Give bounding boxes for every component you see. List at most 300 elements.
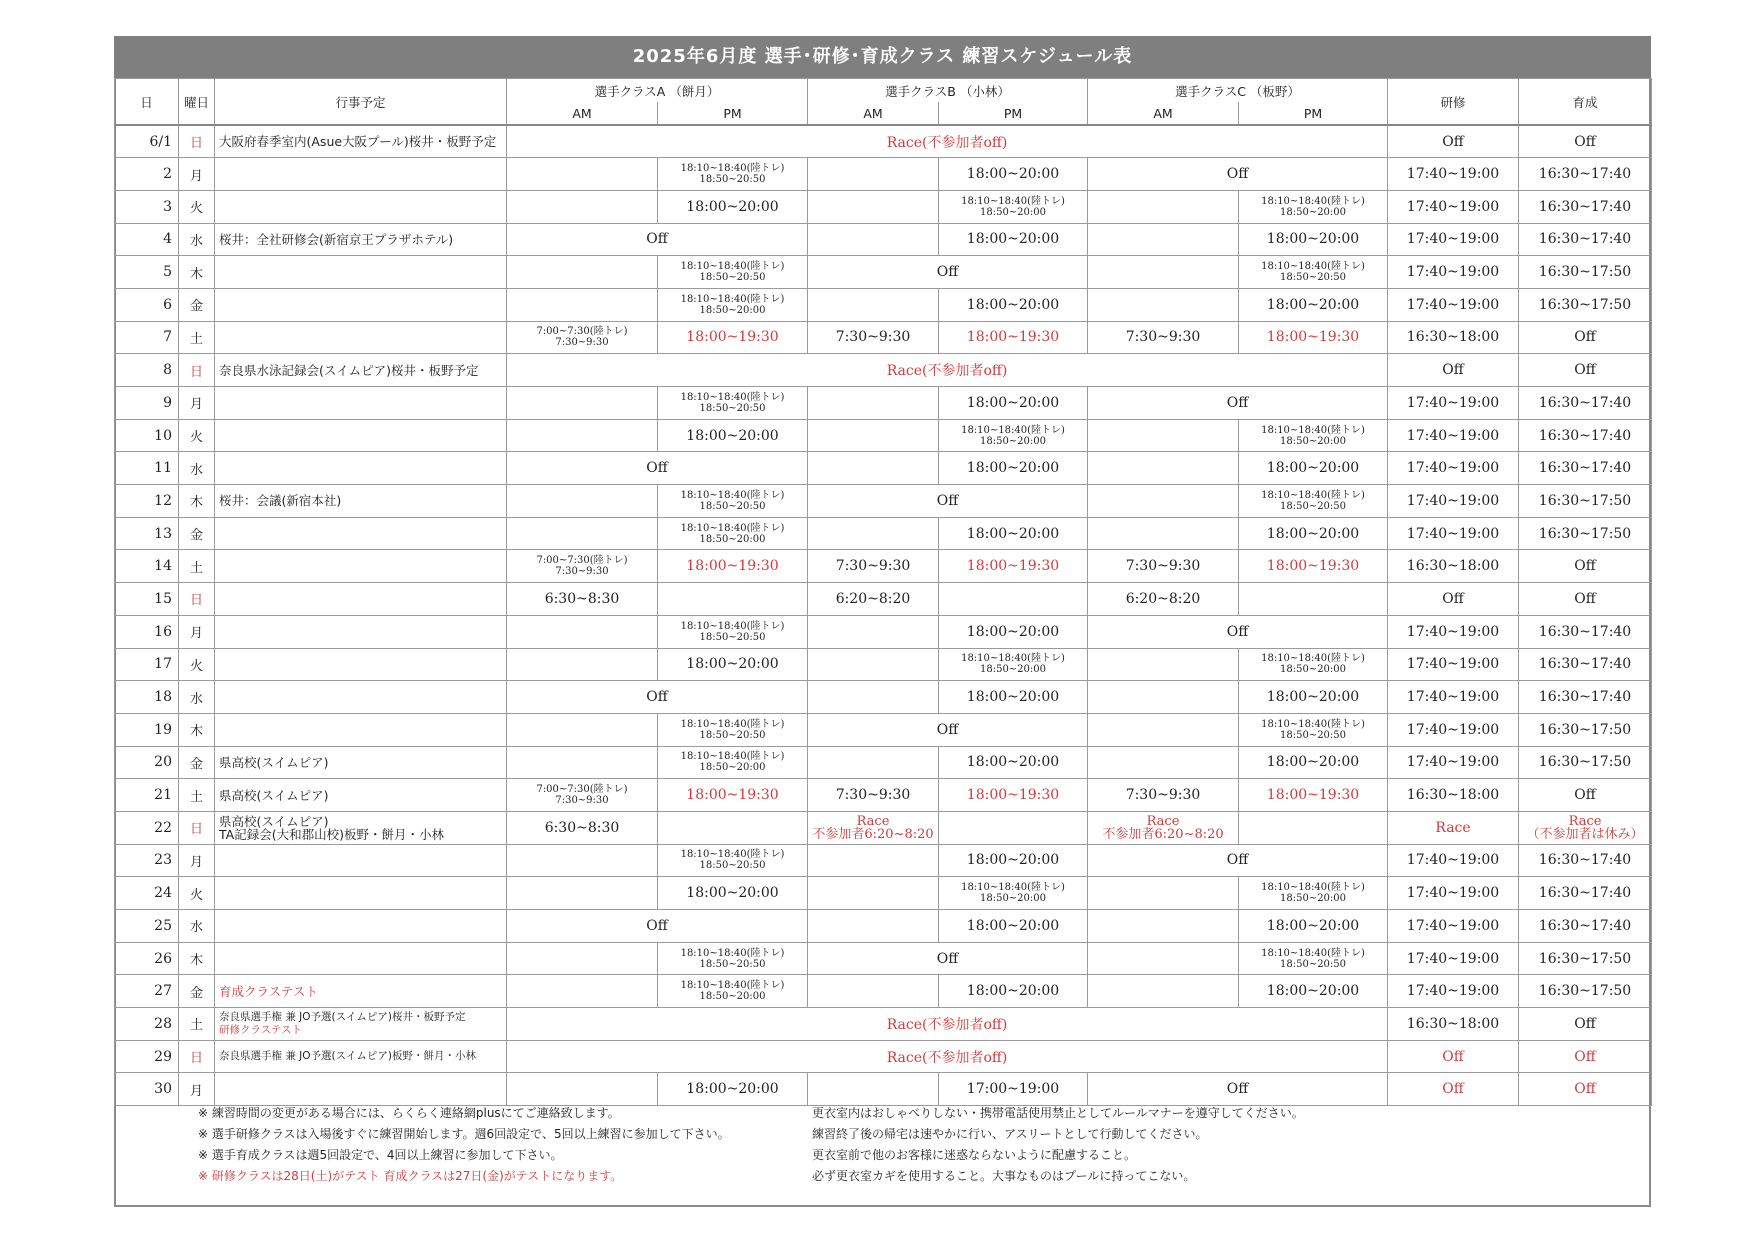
weekday-cell: 金 (179, 288, 215, 321)
event-cell (215, 681, 507, 714)
header-day: 日 (115, 79, 179, 126)
class-a-pm-cell (658, 844, 808, 877)
event-cell (215, 321, 507, 354)
time-line: 18:10~18:40(陸トレ) (680, 849, 785, 861)
class-b-am-cell: 6:20~8:20 (808, 583, 939, 616)
class-a-am-cell (507, 844, 658, 877)
ikusei-cell: 16:30~17:50 (1519, 713, 1652, 746)
time-line: 18:10~18:40(陸トレ) (1261, 653, 1365, 665)
ikusei-cell: 16:30~17:50 (1519, 942, 1652, 975)
time-line: 18:50~20:50 (699, 631, 766, 643)
class-b-am-cell (808, 1073, 939, 1106)
weekday-cell: 水 (179, 223, 215, 256)
kenshu-cell: 17:40~19:00 (1388, 942, 1519, 975)
ikusei-cell (1519, 811, 1652, 844)
ikusei-cell: 16:30~17:50 (1519, 975, 1652, 1008)
event-line: 県高校(スイムピア) (219, 813, 329, 829)
ikusei-cell: Off (1519, 583, 1652, 616)
class-b-pm-cell: 18:00~20:00 (939, 223, 1088, 256)
weekday-cell: 日 (179, 125, 215, 158)
day-cell: 13 (115, 517, 179, 550)
class-b-pm-cell: 17:00~19:00 (939, 1073, 1088, 1106)
class-b-am-cell: 7:30~9:30 (808, 779, 939, 812)
event-cell (215, 1040, 507, 1073)
ikusei-cell: Off (1519, 1008, 1652, 1041)
class-b-am-cell (808, 517, 939, 550)
class-b-pm-cell (939, 811, 1088, 844)
event-cell (215, 877, 507, 910)
day-cell: 11 (115, 452, 179, 485)
day-cell: 15 (115, 583, 179, 616)
class-a-off-cell: Off (507, 452, 808, 485)
time-line: 18:50~20:50 (699, 729, 766, 741)
header-a-am: AM (507, 102, 658, 125)
class-b-pm-cell: 18:00~20:00 (939, 387, 1088, 420)
class-b-am-cell: 7:30~9:30 (808, 550, 939, 583)
ikusei-cell: 16:30~17:40 (1519, 190, 1652, 223)
schedule-row (115, 354, 1652, 387)
ikusei-cell: 16:30~17:40 (1519, 452, 1652, 485)
time-line: 18:50~20:00 (699, 304, 766, 316)
kenshu-cell: Race (1388, 811, 1519, 844)
ikusei-cell: 16:30~17:40 (1519, 648, 1652, 681)
class-c-off-cell: Off (1088, 615, 1388, 648)
ikusei-cell: 16:30~17:50 (1519, 288, 1652, 321)
schedule-row (115, 1040, 1652, 1073)
event-cell (215, 223, 507, 256)
time-line: 18:10~18:40(陸トレ) (961, 882, 1065, 894)
class-b-am-cell: 7:30~9:30 (808, 321, 939, 354)
class-b-am-cell (808, 158, 939, 191)
kenshu-cell: 17:40~19:00 (1388, 648, 1519, 681)
kenshu-cell: 17:40~19:00 (1388, 877, 1519, 910)
day-cell: 23 (115, 844, 179, 877)
class-b-pm-cell (939, 190, 1088, 223)
day-cell: 27 (115, 975, 179, 1008)
header-ikusei: 育成 (1519, 79, 1652, 126)
schedule-row (115, 125, 1652, 158)
class-c-off-cell: Off (1088, 158, 1388, 191)
class-b-am-cell (808, 746, 939, 779)
weekday-cell: 木 (179, 713, 215, 746)
class-b-am-cell (808, 419, 939, 452)
class-c-off-cell: Off (1088, 844, 1388, 877)
class-a-pm-cell: 18:00~19:30 (658, 779, 808, 812)
schedule-row (115, 681, 1652, 714)
day-cell: 14 (115, 550, 179, 583)
class-b-am-cell (808, 681, 939, 714)
schedule-row (115, 615, 1652, 648)
time-line: 18:50~20:00 (1280, 206, 1347, 218)
ikusei-cell: Off (1519, 1040, 1652, 1073)
class-b-am-cell (808, 190, 939, 223)
ikusei-cell: 16:30~17:40 (1519, 681, 1652, 714)
schedule-row (115, 1008, 1652, 1041)
class-b-am-cell (808, 811, 939, 844)
header-kenshu: 研修 (1388, 79, 1519, 126)
class-c-pm-cell (1239, 648, 1388, 681)
class-b-pm-cell: 18:00~20:00 (939, 288, 1088, 321)
event-line: TA記録会(大和郡山校)板野・餅月・小林 (219, 826, 444, 842)
class-b-am-cell (808, 288, 939, 321)
class-a-am-cell: 6:30~8:30 (507, 583, 658, 616)
class-a-am-cell (507, 713, 658, 746)
event-cell (215, 550, 507, 583)
event-cell (215, 485, 507, 518)
day-cell: 6/1 (115, 125, 179, 158)
time-line: 18:50~20:00 (979, 893, 1046, 905)
time-line: 18:50~20:50 (699, 860, 766, 872)
kenshu-cell: 17:40~19:00 (1388, 910, 1519, 943)
class-c-pm-cell (1239, 190, 1388, 223)
class-a-pm-cell (658, 942, 808, 975)
time-line: 18:10~18:40(陸トレ) (680, 620, 785, 632)
weekday-cell: 日 (179, 811, 215, 844)
kenshu-cell: 17:40~19:00 (1388, 256, 1519, 289)
ikusei-cell: Off (1519, 779, 1652, 812)
class-b-am-cell (808, 452, 939, 485)
class-a-pm-cell: 18:00~20:00 (658, 877, 808, 910)
class-a-am-cell (507, 419, 658, 452)
notes-area (114, 1102, 1651, 1206)
race-span-cell: Race(不参加者off) (507, 354, 1388, 387)
class-c-pm-cell (1239, 713, 1388, 746)
class-a-am-cell (507, 877, 658, 910)
event-cell (215, 942, 507, 975)
event-cell (215, 288, 507, 321)
class-b-pm-cell: 18:00~20:00 (939, 975, 1088, 1008)
event-cell (215, 713, 507, 746)
day-cell: 3 (115, 190, 179, 223)
weekday-cell: 金 (179, 975, 215, 1008)
class-b-off-cell: Off (808, 485, 1088, 518)
kenshu-cell: 17:40~19:00 (1388, 387, 1519, 420)
ikusei-cell: 16:30~17:40 (1519, 387, 1652, 420)
schedule-row (115, 746, 1652, 779)
header-c-pm: PM (1239, 102, 1388, 125)
time-line: Race (856, 813, 890, 829)
class-c-pm-cell: 18:00~20:00 (1239, 910, 1388, 943)
class-c-pm-cell: 18:00~20:00 (1239, 223, 1388, 256)
class-c-pm-cell (1239, 583, 1388, 616)
day-cell: 26 (115, 942, 179, 975)
day-cell: 9 (115, 387, 179, 420)
time-line: 18:50~20:00 (1280, 664, 1347, 676)
weekday-cell: 月 (179, 1073, 215, 1106)
class-a-am-cell (507, 779, 658, 812)
class-a-pm-cell (658, 746, 808, 779)
class-a-pm-cell: 18:00~19:30 (658, 321, 808, 354)
kenshu-cell: 16:30~18:00 (1388, 321, 1519, 354)
kenshu-cell: 17:40~19:00 (1388, 419, 1519, 452)
race-span-cell: Race(不参加者off) (507, 125, 1388, 158)
class-b-off-cell: Off (808, 713, 1088, 746)
weekday-cell: 水 (179, 910, 215, 943)
ikusei-cell: 16:30~17:50 (1519, 517, 1652, 550)
header-c-am: AM (1088, 102, 1239, 125)
class-c-pm-cell: 18:00~20:00 (1239, 452, 1388, 485)
note-left-2: ※ 選手研修クラスは入場後すぐに練習開始します。週6回設定で、5回以上練習に参加して下さい。 (198, 1127, 730, 1141)
class-a-am-cell (507, 648, 658, 681)
event-cell (215, 779, 507, 812)
class-c-am-cell (1088, 681, 1239, 714)
event-cell (215, 811, 507, 844)
header-events: 行事予定 (215, 79, 507, 126)
ikusei-cell: 16:30~17:40 (1519, 223, 1652, 256)
weekday-cell: 月 (179, 387, 215, 420)
event-line: 育成クラステスト (219, 983, 318, 999)
time-line: 7:30~9:30 (555, 337, 609, 349)
class-b-pm-cell (939, 583, 1088, 616)
header-class-a: 選手クラスA （餅月） (507, 79, 808, 103)
weekday-cell: 木 (179, 256, 215, 289)
kenshu-cell: 17:40~19:00 (1388, 975, 1519, 1008)
weekday-cell: 金 (179, 517, 215, 550)
kenshu-cell: Off (1388, 125, 1519, 158)
weekday-cell: 土 (179, 779, 215, 812)
class-a-pm-cell: 18:00~20:00 (658, 190, 808, 223)
class-a-pm-cell (658, 583, 808, 616)
header-weekday: 曜日 (179, 79, 215, 126)
class-a-am-cell (507, 1073, 658, 1106)
time-line: 7:00~7:30(陸トレ) (536, 555, 628, 567)
note-left-1: ※ 練習時間の変更がある場合には、らくらく連絡網plusにてご連絡致します。 (198, 1106, 620, 1120)
page-title: 2025年6月度 選手･研修･育成クラス 練習スケジュール表 (114, 36, 1651, 78)
class-c-am-cell: 6:20~8:20 (1088, 583, 1239, 616)
class-c-pm-cell (1239, 877, 1388, 910)
schedule-row (115, 877, 1652, 910)
day-cell: 20 (115, 746, 179, 779)
schedule-table (114, 78, 1652, 1106)
weekday-cell: 火 (179, 877, 215, 910)
event-cell (215, 158, 507, 191)
header-class-c: 選手クラスC （板野） (1088, 79, 1388, 103)
day-cell: 24 (115, 877, 179, 910)
header-class-b: 選手クラスB （小林） (808, 79, 1088, 103)
class-a-am-cell (507, 387, 658, 420)
note-right-3: 更衣室前で他のお客様に迷惑ならないように配慮すること。 (812, 1148, 1137, 1162)
event-line: 奈良県選手権 兼 JO予選(スイムピア)桜井・板野予定 (219, 1010, 466, 1023)
class-c-pm-cell: 18:00~20:00 (1239, 681, 1388, 714)
time-line: 18:50~20:50 (1280, 500, 1347, 512)
weekday-cell: 水 (179, 681, 215, 714)
kenshu-cell: 17:40~19:00 (1388, 485, 1519, 518)
day-cell: 17 (115, 648, 179, 681)
schedule-row (115, 713, 1652, 746)
schedule-row (115, 288, 1652, 321)
class-c-am-cell (1088, 713, 1239, 746)
ikusei-cell: 16:30~17:50 (1519, 256, 1652, 289)
class-a-am-cell (507, 942, 658, 975)
schedule-row (115, 517, 1652, 550)
class-b-off-cell: Off (808, 942, 1088, 975)
schedule-row (115, 811, 1652, 844)
event-cell (215, 125, 507, 158)
ikusei-cell: 16:30~17:40 (1519, 910, 1652, 943)
class-a-pm-cell (658, 387, 808, 420)
time-line: Race (1568, 813, 1602, 829)
class-b-pm-cell (939, 877, 1088, 910)
time-line: 18:50~20:00 (979, 206, 1046, 218)
event-line: 奈良県選手権 兼 JO予選(スイムピア)板野・餅月・小林 (219, 1050, 477, 1063)
class-b-off-cell: Off (808, 256, 1088, 289)
class-a-pm-cell (658, 615, 808, 648)
schedule-row (115, 975, 1652, 1008)
time-line: 18:10~18:40(陸トレ) (680, 489, 785, 501)
class-c-am-cell (1088, 877, 1239, 910)
event-cell (215, 452, 507, 485)
kenshu-cell: 17:40~19:00 (1388, 158, 1519, 191)
note-left-3: ※ 選手育成クラスは週5回設定で、4回以上練習に参加して下さい。 (198, 1148, 563, 1162)
class-b-am-cell (808, 648, 939, 681)
time-line: 18:10~18:40(陸トレ) (680, 391, 785, 403)
class-c-am-cell (1088, 975, 1239, 1008)
class-b-pm-cell: 18:00~20:00 (939, 615, 1088, 648)
time-line: 18:50~20:00 (979, 664, 1046, 676)
time-line: 18:10~18:40(陸トレ) (680, 947, 785, 959)
weekday-cell: 火 (179, 648, 215, 681)
class-b-pm-cell (939, 419, 1088, 452)
time-line: 18:10~18:40(陸トレ) (961, 424, 1065, 436)
kenshu-cell: 17:40~19:00 (1388, 517, 1519, 550)
event-line: 大阪府春季室内(Asue大阪プール)桜井・板野予定 (219, 134, 497, 150)
class-a-off-cell: Off (507, 681, 808, 714)
class-c-pm-cell: 18:00~19:30 (1239, 321, 1388, 354)
schedule-row (115, 942, 1652, 975)
note-right-1: 更衣室内はおしゃべりしない・携帯電話使用禁止としてルールマナーを遵守してください。 (812, 1106, 1304, 1120)
day-cell: 16 (115, 615, 179, 648)
class-a-am-cell (507, 321, 658, 354)
class-c-pm-cell: 18:00~20:00 (1239, 975, 1388, 1008)
day-cell: 6 (115, 288, 179, 321)
class-a-pm-cell (658, 975, 808, 1008)
event-cell (215, 517, 507, 550)
class-a-pm-cell: 18:00~20:00 (658, 648, 808, 681)
schedule-row (115, 550, 1652, 583)
event-line: 奈良県水泳記録会(スイムピア)桜井・板野予定 (219, 362, 479, 378)
class-c-am-cell (1088, 485, 1239, 518)
class-c-pm-cell (1239, 256, 1388, 289)
class-b-am-cell (808, 387, 939, 420)
time-line: 18:10~18:40(陸トレ) (680, 980, 785, 992)
class-c-am-cell: 7:30~9:30 (1088, 321, 1239, 354)
class-b-pm-cell: 18:00~19:30 (939, 779, 1088, 812)
class-a-am-cell (507, 746, 658, 779)
kenshu-cell: 17:40~19:00 (1388, 452, 1519, 485)
header-b-pm: PM (939, 102, 1088, 125)
event-cell (215, 910, 507, 943)
ikusei-cell: Off (1519, 1073, 1652, 1106)
class-c-am-cell (1088, 811, 1239, 844)
class-a-pm-cell (658, 713, 808, 746)
weekday-cell: 月 (179, 844, 215, 877)
class-c-am-cell: 7:30~9:30 (1088, 550, 1239, 583)
time-line: 18:10~18:40(陸トレ) (1261, 947, 1365, 959)
time-line: 18:10~18:40(陸トレ) (1261, 261, 1365, 273)
schedule-row (115, 419, 1652, 452)
time-line: 18:50~20:50 (699, 272, 766, 284)
event-cell (215, 615, 507, 648)
race-span-cell: Race(不参加者off) (507, 1040, 1388, 1073)
event-cell (215, 583, 507, 616)
weekday-cell: 土 (179, 550, 215, 583)
class-a-pm-cell: 18:00~20:00 (658, 419, 808, 452)
class-c-pm-cell (1239, 419, 1388, 452)
class-a-am-cell (507, 975, 658, 1008)
event-cell (215, 746, 507, 779)
kenshu-cell: Off (1388, 583, 1519, 616)
time-line: 18:50~20:50 (699, 500, 766, 512)
weekday-cell: 月 (179, 158, 215, 191)
day-cell: 2 (115, 158, 179, 191)
class-c-am-cell (1088, 256, 1239, 289)
time-line: 7:00~7:30(陸トレ) (536, 326, 628, 338)
class-b-am-cell (808, 975, 939, 1008)
class-b-pm-cell: 18:00~20:00 (939, 452, 1088, 485)
race-span-cell: Race(不参加者off) (507, 1008, 1388, 1041)
ikusei-cell: 16:30~17:50 (1519, 746, 1652, 779)
time-line: 18:10~18:40(陸トレ) (680, 261, 785, 273)
class-b-pm-cell: 18:00~19:30 (939, 321, 1088, 354)
class-b-am-cell (808, 844, 939, 877)
schedule-row (115, 223, 1652, 256)
class-b-am-cell (808, 223, 939, 256)
class-c-pm-cell (1239, 811, 1388, 844)
time-line: 18:50~20:50 (1280, 958, 1347, 970)
event-cell (215, 190, 507, 223)
time-line: 18:10~18:40(陸トレ) (680, 751, 785, 763)
class-a-pm-cell (658, 256, 808, 289)
event-line: 県高校(スイムピア) (219, 754, 329, 770)
day-cell: 29 (115, 1040, 179, 1073)
class-c-off-cell: Off (1088, 1073, 1388, 1106)
kenshu-cell: 17:40~19:00 (1388, 615, 1519, 648)
day-cell: 5 (115, 256, 179, 289)
ikusei-cell: 16:30~17:40 (1519, 419, 1652, 452)
time-line: 18:10~18:40(陸トレ) (1261, 882, 1365, 894)
header-a-pm: PM (658, 102, 808, 125)
class-b-pm-cell: 18:00~20:00 (939, 844, 1088, 877)
class-a-am-cell (507, 615, 658, 648)
event-cell (215, 387, 507, 420)
time-line: 18:10~18:40(陸トレ) (680, 293, 785, 305)
time-line: 18:10~18:40(陸トレ) (1261, 489, 1365, 501)
kenshu-cell: 16:30~18:00 (1388, 779, 1519, 812)
class-a-off-cell: Off (507, 910, 808, 943)
schedule-row (115, 844, 1652, 877)
time-line: 18:50~20:50 (699, 174, 766, 186)
day-cell: 10 (115, 419, 179, 452)
event-line: 県高校(スイムピア) (219, 787, 329, 803)
class-b-am-cell (808, 877, 939, 910)
class-c-pm-cell: 18:00~19:30 (1239, 550, 1388, 583)
ikusei-cell: 16:30~17:40 (1519, 877, 1652, 910)
note-right-4: 必ず更衣室カギを使用すること。大事なものはプールに持ってこない。 (812, 1169, 1196, 1183)
schedule-row (115, 387, 1652, 420)
time-line: 18:50~20:50 (699, 958, 766, 970)
day-cell: 28 (115, 1008, 179, 1041)
weekday-cell: 日 (179, 583, 215, 616)
class-c-pm-cell (1239, 942, 1388, 975)
event-cell (215, 256, 507, 289)
class-b-pm-cell: 18:00~20:00 (939, 517, 1088, 550)
class-b-pm-cell: 18:00~20:00 (939, 158, 1088, 191)
class-c-pm-cell: 18:00~19:30 (1239, 779, 1388, 812)
weekday-cell: 土 (179, 1008, 215, 1041)
event-line: 桜井：全社研修会(新宿京王プラザホテル) (219, 231, 454, 247)
event-cell (215, 354, 507, 387)
day-cell: 4 (115, 223, 179, 256)
